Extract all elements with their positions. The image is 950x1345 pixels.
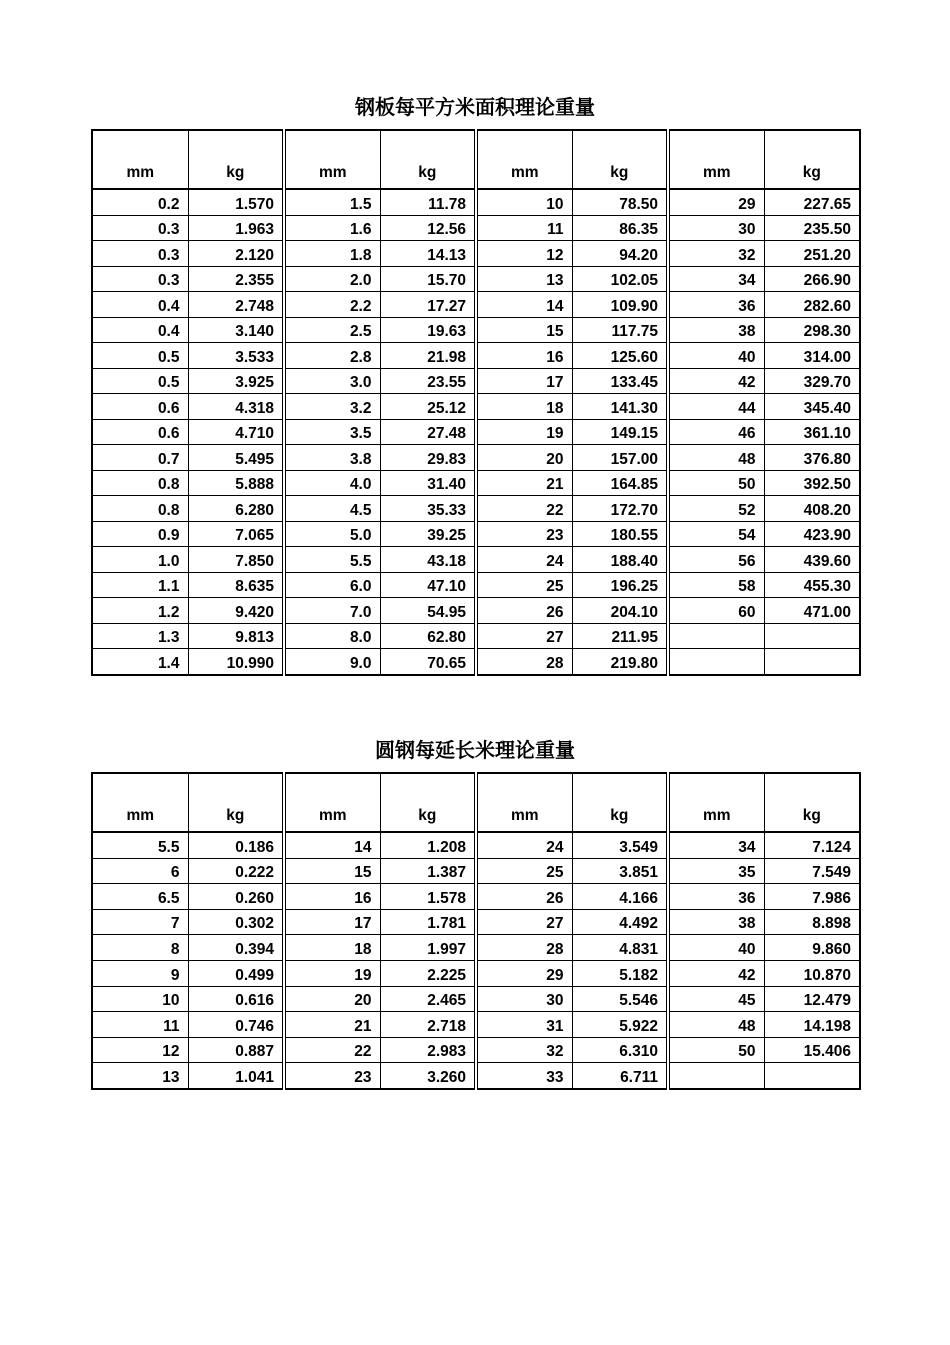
weight-kg-cell: 10.870 [764,960,860,986]
weight-kg-cell: 180.55 [572,521,668,547]
steel-plate-weight-table [91,129,861,676]
weight-kg-cell: 17.27 [380,292,476,318]
size-mm-cell [668,1063,764,1089]
size-mm-cell: 29 [476,960,572,986]
table-row [92,623,860,649]
size-mm-cell: 22 [284,1037,380,1063]
weight-kg-cell: 0.616 [188,986,284,1012]
size-mm-cell: 18 [476,394,572,420]
table-row [92,884,860,910]
weight-kg-cell: 86.35 [572,215,668,241]
size-mm-cell: 33 [476,1063,572,1089]
size-mm-cell: 42 [668,960,764,986]
size-mm-cell: 34 [668,266,764,292]
size-mm-cell: 21 [476,470,572,496]
weight-kg-cell [764,623,860,649]
size-mm-cell: 34 [668,832,764,858]
weight-kg-cell: 109.90 [572,292,668,318]
table-row [92,1063,860,1089]
weight-kg-cell: 408.20 [764,496,860,522]
weight-kg-cell: 235.50 [764,215,860,241]
column-header-kg: kg [380,773,476,832]
weight-kg-cell: 204.10 [572,598,668,624]
size-mm-cell: 4.0 [284,470,380,496]
size-mm-cell: 5.5 [92,832,188,858]
steel-plate-title: 钢板每平方米面积理论重量 [355,95,595,119]
size-mm-cell: 0.6 [92,394,188,420]
weight-kg-cell: 62.80 [380,623,476,649]
size-mm-cell: 22 [476,496,572,522]
weight-kg-cell: 133.45 [572,368,668,394]
table-row [92,215,860,241]
column-header-kg: kg [380,130,476,189]
size-mm-cell: 11 [476,215,572,241]
size-mm-cell: 16 [284,884,380,910]
size-mm-cell: 9 [92,960,188,986]
size-mm-cell: 60 [668,598,764,624]
weight-kg-cell: 8.898 [764,909,860,935]
size-mm-cell: 31 [476,1012,572,1038]
weight-kg-cell: 157.00 [572,445,668,471]
weight-kg-cell: 376.80 [764,445,860,471]
weight-kg-cell: 7.986 [764,884,860,910]
size-mm-cell [668,623,764,649]
size-mm-cell: 29 [668,189,764,215]
weight-kg-cell: 10.990 [188,649,284,675]
size-mm-cell: 15 [476,317,572,343]
table-row [92,521,860,547]
size-mm-cell: 1.3 [92,623,188,649]
weight-kg-cell: 78.50 [572,189,668,215]
weight-kg-cell: 1.997 [380,935,476,961]
size-mm-cell: 0.6 [92,419,188,445]
weight-kg-cell: 7.124 [764,832,860,858]
size-mm-cell: 1.5 [284,189,380,215]
table-row [92,572,860,598]
size-mm-cell: 10 [476,189,572,215]
size-mm-cell: 36 [668,884,764,910]
weight-kg-cell: 15.406 [764,1037,860,1063]
size-mm-cell: 17 [284,909,380,935]
size-mm-cell: 2.5 [284,317,380,343]
weight-kg-cell: 25.12 [380,394,476,420]
size-mm-cell: 36 [668,292,764,318]
size-mm-cell: 13 [476,266,572,292]
size-mm-cell: 28 [476,935,572,961]
size-mm-cell: 5.0 [284,521,380,547]
weight-kg-cell: 1.387 [380,858,476,884]
weight-kg-cell: 0.746 [188,1012,284,1038]
size-mm-cell: 14 [476,292,572,318]
column-header-mm: mm [668,130,764,189]
size-mm-cell: 26 [476,884,572,910]
weight-kg-cell: 0.186 [188,832,284,858]
size-mm-cell: 3.2 [284,394,380,420]
weight-kg-cell: 12.479 [764,986,860,1012]
weight-kg-cell: 19.63 [380,317,476,343]
size-mm-cell: 6.0 [284,572,380,598]
size-mm-cell: 20 [476,445,572,471]
table-row [92,368,860,394]
weight-kg-cell: 439.60 [764,547,860,573]
weight-kg-cell: 1.208 [380,832,476,858]
weight-kg-cell: 102.05 [572,266,668,292]
size-mm-cell: 15 [284,858,380,884]
size-mm-cell: 32 [668,241,764,267]
weight-kg-cell: 9.813 [188,623,284,649]
size-mm-cell: 23 [476,521,572,547]
weight-kg-cell: 4.166 [572,884,668,910]
table-row [92,470,860,496]
weight-kg-cell: 0.222 [188,858,284,884]
size-mm-cell: 27 [476,909,572,935]
size-mm-cell: 0.8 [92,496,188,522]
size-mm-cell: 7 [92,909,188,935]
size-mm-cell: 52 [668,496,764,522]
weight-kg-cell: 251.20 [764,241,860,267]
table-row [92,960,860,986]
weight-kg-cell: 4.710 [188,419,284,445]
weight-kg-cell: 125.60 [572,343,668,369]
weight-kg-cell: 0.260 [188,884,284,910]
size-mm-cell: 8 [92,935,188,961]
weight-kg-cell: 70.65 [380,649,476,675]
column-header-mm: mm [92,773,188,832]
size-mm-cell: 7.0 [284,598,380,624]
weight-kg-cell: 188.40 [572,547,668,573]
weight-kg-cell: 43.18 [380,547,476,573]
weight-kg-cell: 47.10 [380,572,476,598]
weight-kg-cell: 21.98 [380,343,476,369]
weight-kg-cell: 1.963 [188,215,284,241]
size-mm-cell: 13 [92,1063,188,1089]
table-header-row [92,773,860,832]
column-header-kg: kg [188,130,284,189]
size-mm-cell: 3.0 [284,368,380,394]
size-mm-cell: 4.5 [284,496,380,522]
weight-kg-cell: 117.75 [572,317,668,343]
size-mm-cell: 38 [668,909,764,935]
round-steel-weight-table [91,772,861,1090]
weight-kg-cell: 31.40 [380,470,476,496]
table-row [92,1037,860,1063]
size-mm-cell: 56 [668,547,764,573]
size-mm-cell: 46 [668,419,764,445]
weight-kg-cell: 8.635 [188,572,284,598]
weight-kg-cell: 39.25 [380,521,476,547]
size-mm-cell: 19 [476,419,572,445]
weight-kg-cell: 5.546 [572,986,668,1012]
weight-kg-cell: 5.182 [572,960,668,986]
weight-kg-cell: 471.00 [764,598,860,624]
weight-kg-cell: 1.578 [380,884,476,910]
weight-kg-cell: 164.85 [572,470,668,496]
table-row [92,649,860,675]
column-header-mm: mm [92,130,188,189]
size-mm-cell: 28 [476,649,572,675]
size-mm-cell: 1.4 [92,649,188,675]
size-mm-cell: 2.0 [284,266,380,292]
weight-kg-cell: 392.50 [764,470,860,496]
size-mm-cell: 0.9 [92,521,188,547]
size-mm-cell: 30 [476,986,572,1012]
size-mm-cell: 16 [476,343,572,369]
table-row [92,292,860,318]
size-mm-cell: 0.3 [92,215,188,241]
weight-kg-cell: 4.318 [188,394,284,420]
column-header-mm: mm [668,773,764,832]
weight-kg-cell: 149.15 [572,419,668,445]
weight-kg-cell: 2.120 [188,241,284,267]
weight-kg-cell: 27.48 [380,419,476,445]
weight-kg-cell: 11.78 [380,189,476,215]
weight-kg-cell: 423.90 [764,521,860,547]
size-mm-cell: 40 [668,935,764,961]
size-mm-cell: 25 [476,572,572,598]
size-mm-cell: 0.3 [92,266,188,292]
weight-kg-cell: 172.70 [572,496,668,522]
size-mm-cell: 2.2 [284,292,380,318]
column-header-kg: kg [764,130,860,189]
table-row [92,445,860,471]
size-mm-cell: 0.4 [92,292,188,318]
table-row [92,394,860,420]
size-mm-cell: 0.4 [92,317,188,343]
weight-kg-cell: 3.549 [572,832,668,858]
size-mm-cell: 18 [284,935,380,961]
size-mm-cell: 12 [476,241,572,267]
size-mm-cell: 54 [668,521,764,547]
size-mm-cell: 20 [284,986,380,1012]
weight-kg-cell: 2.225 [380,960,476,986]
size-mm-cell: 1.8 [284,241,380,267]
weight-kg-cell: 94.20 [572,241,668,267]
table-header-row [92,130,860,189]
size-mm-cell: 0.8 [92,470,188,496]
weight-kg-cell: 1.781 [380,909,476,935]
size-mm-cell: 23 [284,1063,380,1089]
size-mm-cell: 1.0 [92,547,188,573]
size-mm-cell: 42 [668,368,764,394]
weight-kg-cell: 5.888 [188,470,284,496]
size-mm-cell: 35 [668,858,764,884]
table-row [92,419,860,445]
weight-kg-cell: 5.495 [188,445,284,471]
size-mm-cell: 19 [284,960,380,986]
column-header-mm: mm [284,773,380,832]
table-row [92,986,860,1012]
weight-kg-cell: 7.065 [188,521,284,547]
table-row [92,1012,860,1038]
size-mm-cell: 32 [476,1037,572,1063]
size-mm-cell: 27 [476,623,572,649]
size-mm-cell: 50 [668,1037,764,1063]
weight-kg-cell: 4.831 [572,935,668,961]
size-mm-cell: 0.3 [92,241,188,267]
weight-kg-cell: 7.850 [188,547,284,573]
weight-kg-cell: 282.60 [764,292,860,318]
weight-kg-cell: 455.30 [764,572,860,598]
weight-kg-cell: 7.549 [764,858,860,884]
size-mm-cell: 26 [476,598,572,624]
weight-kg-cell: 3.260 [380,1063,476,1089]
weight-kg-cell [764,649,860,675]
table-row [92,935,860,961]
size-mm-cell [668,649,764,675]
size-mm-cell: 14 [284,832,380,858]
size-mm-cell: 0.5 [92,343,188,369]
size-mm-cell: 0.2 [92,189,188,215]
weight-kg-cell: 14.13 [380,241,476,267]
weight-kg-cell: 9.860 [764,935,860,961]
weight-kg-cell: 23.55 [380,368,476,394]
weight-kg-cell: 6.280 [188,496,284,522]
size-mm-cell: 1.6 [284,215,380,241]
size-mm-cell: 9.0 [284,649,380,675]
weight-kg-cell: 196.25 [572,572,668,598]
table-row [92,317,860,343]
weight-kg-cell: 29.83 [380,445,476,471]
column-header-kg: kg [572,773,668,832]
weight-kg-cell: 2.748 [188,292,284,318]
size-mm-cell: 3.5 [284,419,380,445]
weight-kg-cell: 266.90 [764,266,860,292]
size-mm-cell: 24 [476,832,572,858]
weight-kg-cell: 9.420 [188,598,284,624]
weight-kg-cell: 0.394 [188,935,284,961]
column-header-mm: mm [476,130,572,189]
weight-kg-cell: 298.30 [764,317,860,343]
weight-kg-cell: 12.56 [380,215,476,241]
size-mm-cell: 8.0 [284,623,380,649]
table-row [92,343,860,369]
weight-kg-cell: 3.533 [188,343,284,369]
round-steel-title: 圆钢每延长米理论重量 [375,738,575,762]
weight-kg-cell: 4.492 [572,909,668,935]
weight-kg-cell [764,1063,860,1089]
weight-kg-cell: 15.70 [380,266,476,292]
weight-kg-cell: 2.355 [188,266,284,292]
size-mm-cell: 48 [668,445,764,471]
weight-kg-cell: 211.95 [572,623,668,649]
weight-kg-cell: 361.10 [764,419,860,445]
size-mm-cell: 24 [476,547,572,573]
weight-kg-cell: 3.851 [572,858,668,884]
column-header-kg: kg [764,773,860,832]
size-mm-cell: 40 [668,343,764,369]
size-mm-cell: 38 [668,317,764,343]
weight-kg-cell: 329.70 [764,368,860,394]
weight-kg-cell: 0.887 [188,1037,284,1063]
table-row [92,832,860,858]
weight-kg-cell: 14.198 [764,1012,860,1038]
size-mm-cell: 1.2 [92,598,188,624]
weight-kg-cell: 1.570 [188,189,284,215]
table-row [92,547,860,573]
weight-kg-cell: 2.465 [380,986,476,1012]
size-mm-cell: 10 [92,986,188,1012]
size-mm-cell: 25 [476,858,572,884]
table-row [92,598,860,624]
size-mm-cell: 0.7 [92,445,188,471]
size-mm-cell: 6.5 [92,884,188,910]
size-mm-cell: 45 [668,986,764,1012]
table-row [92,496,860,522]
size-mm-cell: 44 [668,394,764,420]
weight-kg-cell: 3.925 [188,368,284,394]
table-row [92,241,860,267]
size-mm-cell: 48 [668,1012,764,1038]
size-mm-cell: 5.5 [284,547,380,573]
weight-kg-cell: 6.310 [572,1037,668,1063]
size-mm-cell: 1.1 [92,572,188,598]
table-row [92,858,860,884]
weight-kg-cell: 3.140 [188,317,284,343]
size-mm-cell: 2.8 [284,343,380,369]
weight-kg-cell: 6.711 [572,1063,668,1089]
weight-kg-cell: 54.95 [380,598,476,624]
column-header-mm: mm [476,773,572,832]
column-header-kg: kg [188,773,284,832]
table-row [92,266,860,292]
size-mm-cell: 0.5 [92,368,188,394]
weight-kg-cell: 0.499 [188,960,284,986]
weight-kg-cell: 2.983 [380,1037,476,1063]
weight-kg-cell: 1.041 [188,1063,284,1089]
size-mm-cell: 3.8 [284,445,380,471]
column-header-kg: kg [572,130,668,189]
size-mm-cell: 6 [92,858,188,884]
size-mm-cell: 58 [668,572,764,598]
weight-kg-cell: 141.30 [572,394,668,420]
weight-kg-cell: 35.33 [380,496,476,522]
size-mm-cell: 17 [476,368,572,394]
size-mm-cell: 21 [284,1012,380,1038]
weight-kg-cell: 227.65 [764,189,860,215]
table-row [92,909,860,935]
weight-kg-cell: 345.40 [764,394,860,420]
weight-kg-cell: 314.00 [764,343,860,369]
size-mm-cell: 12 [92,1037,188,1063]
size-mm-cell: 11 [92,1012,188,1038]
weight-kg-cell: 2.718 [380,1012,476,1038]
weight-kg-cell: 219.80 [572,649,668,675]
size-mm-cell: 30 [668,215,764,241]
weight-kg-cell: 5.922 [572,1012,668,1038]
column-header-mm: mm [284,130,380,189]
table-row [92,189,860,215]
weight-kg-cell: 0.302 [188,909,284,935]
size-mm-cell: 50 [668,470,764,496]
